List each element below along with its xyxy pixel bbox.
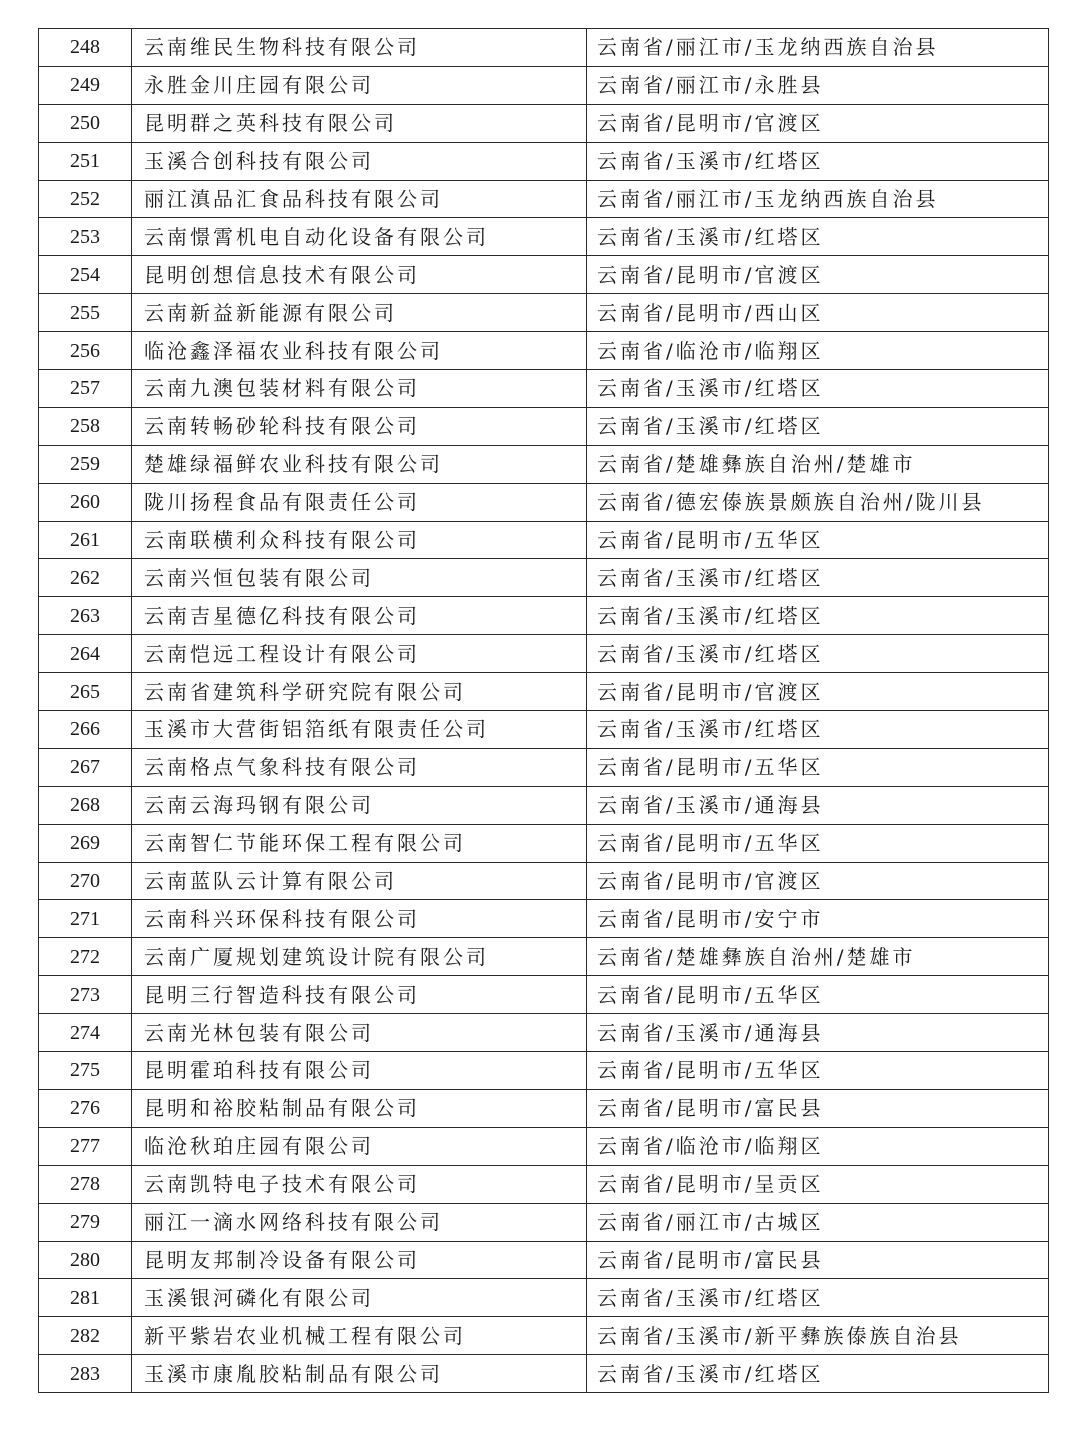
company-name: 云南新益新能源有限公司 — [132, 294, 587, 332]
row-number: 273 — [39, 976, 132, 1014]
company-region: 云南省/楚雄彝族自治州/楚雄市 — [587, 445, 1049, 483]
row-number: 269 — [39, 824, 132, 862]
company-name: 昆明群之英科技有限公司 — [132, 104, 587, 142]
company-name: 新平紫岩农业机械工程有限公司 — [132, 1317, 587, 1355]
table-row — [39, 824, 1049, 862]
table-row — [39, 597, 1049, 635]
row-number: 263 — [39, 597, 132, 635]
table-row — [39, 521, 1049, 559]
company-region: 云南省/玉溪市/红塔区 — [587, 559, 1049, 597]
company-region: 云南省/玉溪市/红塔区 — [587, 407, 1049, 445]
company-region: 云南省/玉溪市/红塔区 — [587, 218, 1049, 256]
table-row — [39, 748, 1049, 786]
table-row — [39, 976, 1049, 1014]
table-row — [39, 294, 1049, 332]
table-row — [39, 1052, 1049, 1090]
company-region: 云南省/昆明市/五华区 — [587, 1052, 1049, 1090]
company-region: 云南省/楚雄彝族自治州/楚雄市 — [587, 938, 1049, 976]
row-number: 261 — [39, 521, 132, 559]
company-name: 丽江一滴水网络科技有限公司 — [132, 1203, 587, 1241]
company-region: 云南省/昆明市/富民县 — [587, 1089, 1049, 1127]
row-number: 251 — [39, 142, 132, 180]
company-region: 云南省/玉溪市/新平彝族傣族自治县 — [587, 1317, 1049, 1355]
row-number: 252 — [39, 180, 132, 218]
row-number: 250 — [39, 104, 132, 142]
company-region: 云南省/昆明市/五华区 — [587, 976, 1049, 1014]
table-row — [39, 218, 1049, 256]
company-name: 云南恺远工程设计有限公司 — [132, 635, 587, 673]
table-row — [39, 1165, 1049, 1203]
company-region: 云南省/丽江市/玉龙纳西族自治县 — [587, 180, 1049, 218]
table-row — [39, 104, 1049, 142]
row-number: 279 — [39, 1203, 132, 1241]
company-region: 云南省/丽江市/古城区 — [587, 1203, 1049, 1241]
company-name: 云南光林包装有限公司 — [132, 1014, 587, 1052]
row-number: 275 — [39, 1052, 132, 1090]
company-name: 玉溪市康胤胶粘制品有限公司 — [132, 1355, 587, 1393]
table-row — [39, 142, 1049, 180]
table-row — [39, 483, 1049, 521]
company-name: 昆明和裕胶粘制品有限公司 — [132, 1089, 587, 1127]
company-region: 云南省/玉溪市/通海县 — [587, 1014, 1049, 1052]
row-number: 265 — [39, 673, 132, 711]
row-number: 258 — [39, 407, 132, 445]
company-name: 玉溪合创科技有限公司 — [132, 142, 587, 180]
table-row — [39, 332, 1049, 370]
row-number: 270 — [39, 862, 132, 900]
company-name: 云南九澳包装材料有限公司 — [132, 370, 587, 408]
company-region: 云南省/临沧市/临翔区 — [587, 1127, 1049, 1165]
table-row — [39, 862, 1049, 900]
company-region: 云南省/玉溪市/红塔区 — [587, 142, 1049, 180]
row-number: 271 — [39, 900, 132, 938]
row-number: 264 — [39, 635, 132, 673]
row-number: 253 — [39, 218, 132, 256]
company-name: 昆明三行智造科技有限公司 — [132, 976, 587, 1014]
table-row — [39, 1279, 1049, 1317]
company-name: 云南格点气象科技有限公司 — [132, 748, 587, 786]
table-row — [39, 711, 1049, 749]
company-region: 云南省/昆明市/安宁市 — [587, 900, 1049, 938]
table-row — [39, 673, 1049, 711]
company-region: 云南省/丽江市/玉龙纳西族自治县 — [587, 29, 1049, 67]
row-number: 254 — [39, 256, 132, 294]
company-name: 临沧鑫泽福农业科技有限公司 — [132, 332, 587, 370]
table-row — [39, 256, 1049, 294]
company-region: 云南省/昆明市/官渡区 — [587, 862, 1049, 900]
company-region: 云南省/昆明市/五华区 — [587, 521, 1049, 559]
table-row — [39, 29, 1049, 67]
company-name: 昆明霍珀科技有限公司 — [132, 1052, 587, 1090]
row-number: 248 — [39, 29, 132, 67]
row-number: 267 — [39, 748, 132, 786]
table-row — [39, 180, 1049, 218]
table-row — [39, 1089, 1049, 1127]
company-list-table — [38, 28, 1049, 1393]
row-number: 278 — [39, 1165, 132, 1203]
company-name: 云南兴恒包装有限公司 — [132, 559, 587, 597]
company-name: 云南凯特电子技术有限公司 — [132, 1165, 587, 1203]
company-region: 云南省/昆明市/官渡区 — [587, 104, 1049, 142]
table-row — [39, 66, 1049, 104]
company-region: 云南省/玉溪市/红塔区 — [587, 635, 1049, 673]
table-row — [39, 1317, 1049, 1355]
company-region: 云南省/昆明市/呈贡区 — [587, 1165, 1049, 1203]
company-name: 云南云海玛钢有限公司 — [132, 786, 587, 824]
table-row — [39, 407, 1049, 445]
company-name: 云南智仁节能环保工程有限公司 — [132, 824, 587, 862]
table-row — [39, 1203, 1049, 1241]
company-region: 云南省/昆明市/官渡区 — [587, 673, 1049, 711]
row-number: 282 — [39, 1317, 132, 1355]
company-name: 云南憬霄机电自动化设备有限公司 — [132, 218, 587, 256]
row-number: 272 — [39, 938, 132, 976]
company-name: 云南联横利众科技有限公司 — [132, 521, 587, 559]
table-row — [39, 900, 1049, 938]
company-region: 云南省/昆明市/五华区 — [587, 748, 1049, 786]
company-name: 陇川扬程食品有限责任公司 — [132, 483, 587, 521]
company-region: 云南省/玉溪市/红塔区 — [587, 597, 1049, 635]
company-name: 昆明创想信息技术有限公司 — [132, 256, 587, 294]
row-number: 249 — [39, 66, 132, 104]
row-number: 274 — [39, 1014, 132, 1052]
company-name: 临沧秋珀庄园有限公司 — [132, 1127, 587, 1165]
row-number: 260 — [39, 483, 132, 521]
company-name: 丽江滇品汇食品科技有限公司 — [132, 180, 587, 218]
company-name: 云南转畅砂轮科技有限公司 — [132, 407, 587, 445]
row-number: 276 — [39, 1089, 132, 1127]
row-number: 277 — [39, 1127, 132, 1165]
company-name: 玉溪银河磷化有限公司 — [132, 1279, 587, 1317]
company-region: 云南省/临沧市/临翔区 — [587, 332, 1049, 370]
company-name: 楚雄绿福鲜农业科技有限公司 — [132, 445, 587, 483]
company-name: 永胜金川庄园有限公司 — [132, 66, 587, 104]
table-row — [39, 1355, 1049, 1393]
company-region: 云南省/昆明市/官渡区 — [587, 256, 1049, 294]
company-name: 云南维民生物科技有限公司 — [132, 29, 587, 67]
row-number: 256 — [39, 332, 132, 370]
company-region: 云南省/玉溪市/红塔区 — [587, 1355, 1049, 1393]
row-number: 259 — [39, 445, 132, 483]
company-name: 玉溪市大营街铝箔纸有限责任公司 — [132, 711, 587, 749]
company-name: 云南吉星德亿科技有限公司 — [132, 597, 587, 635]
company-name: 云南广厦规划建筑设计院有限公司 — [132, 938, 587, 976]
company-region: 云南省/丽江市/永胜县 — [587, 66, 1049, 104]
company-region: 云南省/玉溪市/红塔区 — [587, 370, 1049, 408]
table-row — [39, 938, 1049, 976]
table-row — [39, 1241, 1049, 1279]
table-row — [39, 370, 1049, 408]
row-number: 281 — [39, 1279, 132, 1317]
company-region: 云南省/昆明市/五华区 — [587, 824, 1049, 862]
company-name: 云南科兴环保科技有限公司 — [132, 900, 587, 938]
table-body — [39, 29, 1049, 1393]
company-region: 云南省/玉溪市/红塔区 — [587, 711, 1049, 749]
row-number: 268 — [39, 786, 132, 824]
row-number: 283 — [39, 1355, 132, 1393]
company-name: 昆明友邦制冷设备有限公司 — [132, 1241, 587, 1279]
table-row — [39, 1127, 1049, 1165]
table-row — [39, 635, 1049, 673]
company-region: 云南省/玉溪市/红塔区 — [587, 1279, 1049, 1317]
company-name: 云南省建筑科学研究院有限公司 — [132, 673, 587, 711]
row-number: 262 — [39, 559, 132, 597]
table-row — [39, 786, 1049, 824]
row-number: 266 — [39, 711, 132, 749]
company-region: 云南省/昆明市/西山区 — [587, 294, 1049, 332]
company-region: 云南省/玉溪市/通海县 — [587, 786, 1049, 824]
company-region: 云南省/昆明市/富民县 — [587, 1241, 1049, 1279]
row-number: 255 — [39, 294, 132, 332]
company-name: 云南蓝队云计算有限公司 — [132, 862, 587, 900]
row-number: 257 — [39, 370, 132, 408]
row-number: 280 — [39, 1241, 132, 1279]
table-row — [39, 1014, 1049, 1052]
table-row — [39, 445, 1049, 483]
table-row — [39, 559, 1049, 597]
company-region: 云南省/德宏傣族景颇族自治州/陇川县 — [587, 483, 1049, 521]
